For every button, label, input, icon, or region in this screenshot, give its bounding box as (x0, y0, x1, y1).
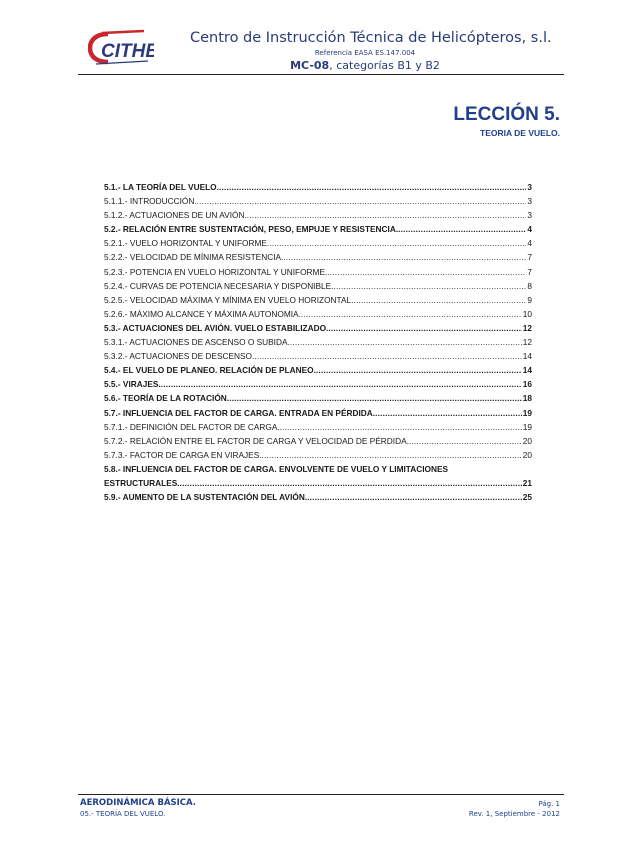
toc-leader (254, 351, 521, 361)
toc-entry-text: 5.3.2.- ACTUACIONES DE DESCENSO. (104, 351, 255, 362)
toc-entry-text: 5.9.- AUMENTO DE LA SUSTENTACIÓN DEL AVIÓN. (104, 492, 308, 503)
toc-entry-page: 10 (522, 308, 532, 319)
toc-leader (307, 492, 522, 502)
footer-revision: Rev. 1, Septiembre - 2012 (468, 810, 560, 818)
toc-leader (290, 337, 522, 347)
header-divider (78, 74, 564, 75)
toc-leader (375, 408, 522, 418)
toc-leader (219, 182, 526, 192)
toc-leader (247, 210, 527, 220)
toc-leader (283, 252, 526, 262)
toc-entry (104, 337, 532, 351)
toc-entry-text: 5.8.- INFLUENCIA DEL FACTOR DE CARGA. ENVOLVENTE DE VUELO Y LIMITACIONES (104, 463, 449, 474)
toc-leader (316, 365, 522, 375)
header-text (190, 30, 552, 72)
toc-entry-text: 5.7.1.- DEFINICIÓN DEL FACTOR DE CARGA. (104, 421, 280, 432)
toc-entry-page: 19 (522, 407, 532, 418)
toc-entry-text: 5.2.4.- CURVAS DE POTENCIA NECESARIA Y DISPONIBLE. (104, 280, 334, 291)
toc-leader (328, 323, 521, 333)
org-name: Centro de Instrucción Técnica de Helicópteros, s.l. (190, 30, 552, 46)
toc-entry-page: 4 (527, 224, 532, 235)
toc-entry (104, 323, 532, 337)
toc-entry-text: 5.2.5.- VELOCIDAD MÁXIMA Y MÍNIMA EN VUELO HORIZONTAL. (104, 294, 354, 305)
toc-entry-page: 4 (527, 238, 532, 249)
toc-entry (104, 196, 532, 210)
toc-entry-page: 12 (522, 322, 532, 333)
toc-entry-page: 20 (522, 435, 532, 446)
toc-entry (104, 210, 532, 224)
toc-entry-page: 20 (522, 449, 532, 460)
toc-entry-page: 8 (527, 280, 532, 291)
toc-entry-text: 5.1.1.- INTRODUCCIÓN. (104, 196, 197, 207)
toc-entry-page: 7 (527, 266, 532, 277)
toc-entry (104, 492, 532, 506)
toc-entry-page: 25 (522, 492, 532, 503)
toc-entry-text: ESTRUCTURALES. (104, 477, 180, 488)
toc-entry (104, 450, 532, 464)
toc-entry-text: 5.7.- INFLUENCIA DEL FACTOR DE CARGA. ENTRADA EN PÉRDIDA. (104, 407, 376, 418)
toc-entry-page: 3 (527, 196, 532, 207)
toc-leader (333, 281, 526, 291)
lesson-title: LECCIÓN 5. (453, 104, 560, 125)
toc-entry-page: 14 (522, 365, 532, 376)
module-code: MC-08 (290, 59, 330, 72)
toc-leader (301, 309, 522, 319)
toc-entry (104, 309, 532, 323)
toc-entry-text: 5.1.- LA TEORÍA DEL VUELO. (104, 182, 219, 192)
toc-entry-wrapped-line2 (104, 478, 532, 492)
toc-entry (104, 393, 532, 407)
toc-entry-page: 7 (527, 252, 532, 263)
toc-entry-page: 18 (522, 393, 532, 404)
toc-entry (104, 267, 532, 281)
toc-leader (229, 393, 522, 403)
footer-chapter: 05.- TEORÍA DEL VUELO. (80, 810, 166, 818)
toc-entry-page: 16 (522, 379, 532, 390)
toc-entry (104, 408, 532, 422)
toc-leader (180, 478, 522, 488)
cithe-logo (88, 28, 154, 68)
toc-entry-text: 5.2.1.- VUELO HORIZONTAL Y UNIFORME. (104, 238, 270, 249)
toc-entry-wrapped-line1 (104, 464, 532, 478)
toc-entry-text: 5.6.- TEORÍA DE LA ROTACIÓN. (104, 393, 230, 404)
toc-entry-text: 5.4.- EL VUELO DE PLANEO. RELACIÓN DE PLANEO. (104, 365, 316, 376)
logo-text: CITHE (101, 41, 154, 62)
toc-entry-text: 5.3.- ACTUACIONES DEL AVIÓN. VUELO ESTABILIZADO. (104, 322, 329, 333)
toc-leader (197, 196, 527, 206)
org-reference: Referencia EASA ES.147.004 (314, 49, 416, 57)
toc-leader (262, 450, 522, 460)
toc-entry (104, 281, 532, 295)
toc-leader (353, 295, 526, 305)
toc-entry (104, 379, 532, 393)
footer-divider (78, 794, 564, 795)
toc-leader (398, 224, 526, 234)
toc-entry (104, 182, 532, 196)
toc-entry-text: 5.1.2.- ACTUACIONES DE UN AVIÓN. (104, 210, 247, 221)
toc-entry-text: 5.3.1.- ACTUACIONES DE ASCENSO O SUBIDA. (104, 337, 290, 348)
toc-entry (104, 252, 532, 266)
toc-entry (104, 295, 532, 309)
toc-entry-page: 3 (527, 210, 532, 221)
toc-leader (280, 422, 522, 432)
toc-entry-text: 5.2.- RELACIÓN ENTRE SUSTENTACIÓN, PESO, EMPUJE Y RESISTENCIA. (104, 224, 399, 235)
toc-entry-text: 5.2.6.- MÁXIMO ALCANCE Y MÁXIMA AUTONOMIA. (104, 308, 301, 319)
toc-leader (327, 267, 526, 277)
toc-entry-page: 3 (527, 182, 532, 192)
toc-entry (104, 436, 532, 450)
toc-entry-text: 5.7.2.- RELACIÓN ENTRE EL FACTOR DE CARGA Y VELOCIDAD DE PÉRDIDA. (104, 435, 409, 446)
toc-leader (409, 436, 522, 446)
toc-entry-text: 5.2.3.- POTENCIA EN VUELO HORIZONTAL Y UNIFORME. (104, 266, 328, 277)
toc-entry-page: 12 (522, 337, 532, 348)
lesson-subtitle: TEORIA DE VUELO. (480, 128, 560, 138)
toc-entry-page: 21 (522, 477, 532, 488)
cithe-logo-graphic (88, 28, 154, 68)
toc-entry (104, 351, 532, 365)
module-line (190, 59, 540, 72)
toc-entry (104, 224, 532, 238)
footer-page-number: Pág. 1 (538, 800, 560, 808)
toc-leader (161, 379, 522, 389)
toc-entry-text: 5.2.2.- VELOCIDAD DE MÍNIMA RESISTENCIA. (104, 252, 284, 263)
logo-rotor (102, 31, 144, 33)
footer-subject: AERODINÁMICA BÁSICA. (80, 798, 197, 808)
toc-entry (104, 365, 532, 379)
toc-entry-page: 9 (527, 294, 532, 305)
toc-entry-page: 19 (522, 421, 532, 432)
toc-entry (104, 422, 532, 436)
toc-entry-text: 5.7.3.- FACTOR DE CARGA EN VIRAJES. (104, 449, 262, 460)
toc-entry-text: 5.5.- VIRAJES. (104, 379, 161, 390)
toc-entry-page: 14 (522, 351, 532, 362)
module-rest: , categorías B1 y B2 (329, 59, 440, 72)
table-of-contents (104, 182, 532, 506)
toc-leader (269, 238, 526, 248)
toc-entry (104, 238, 532, 252)
